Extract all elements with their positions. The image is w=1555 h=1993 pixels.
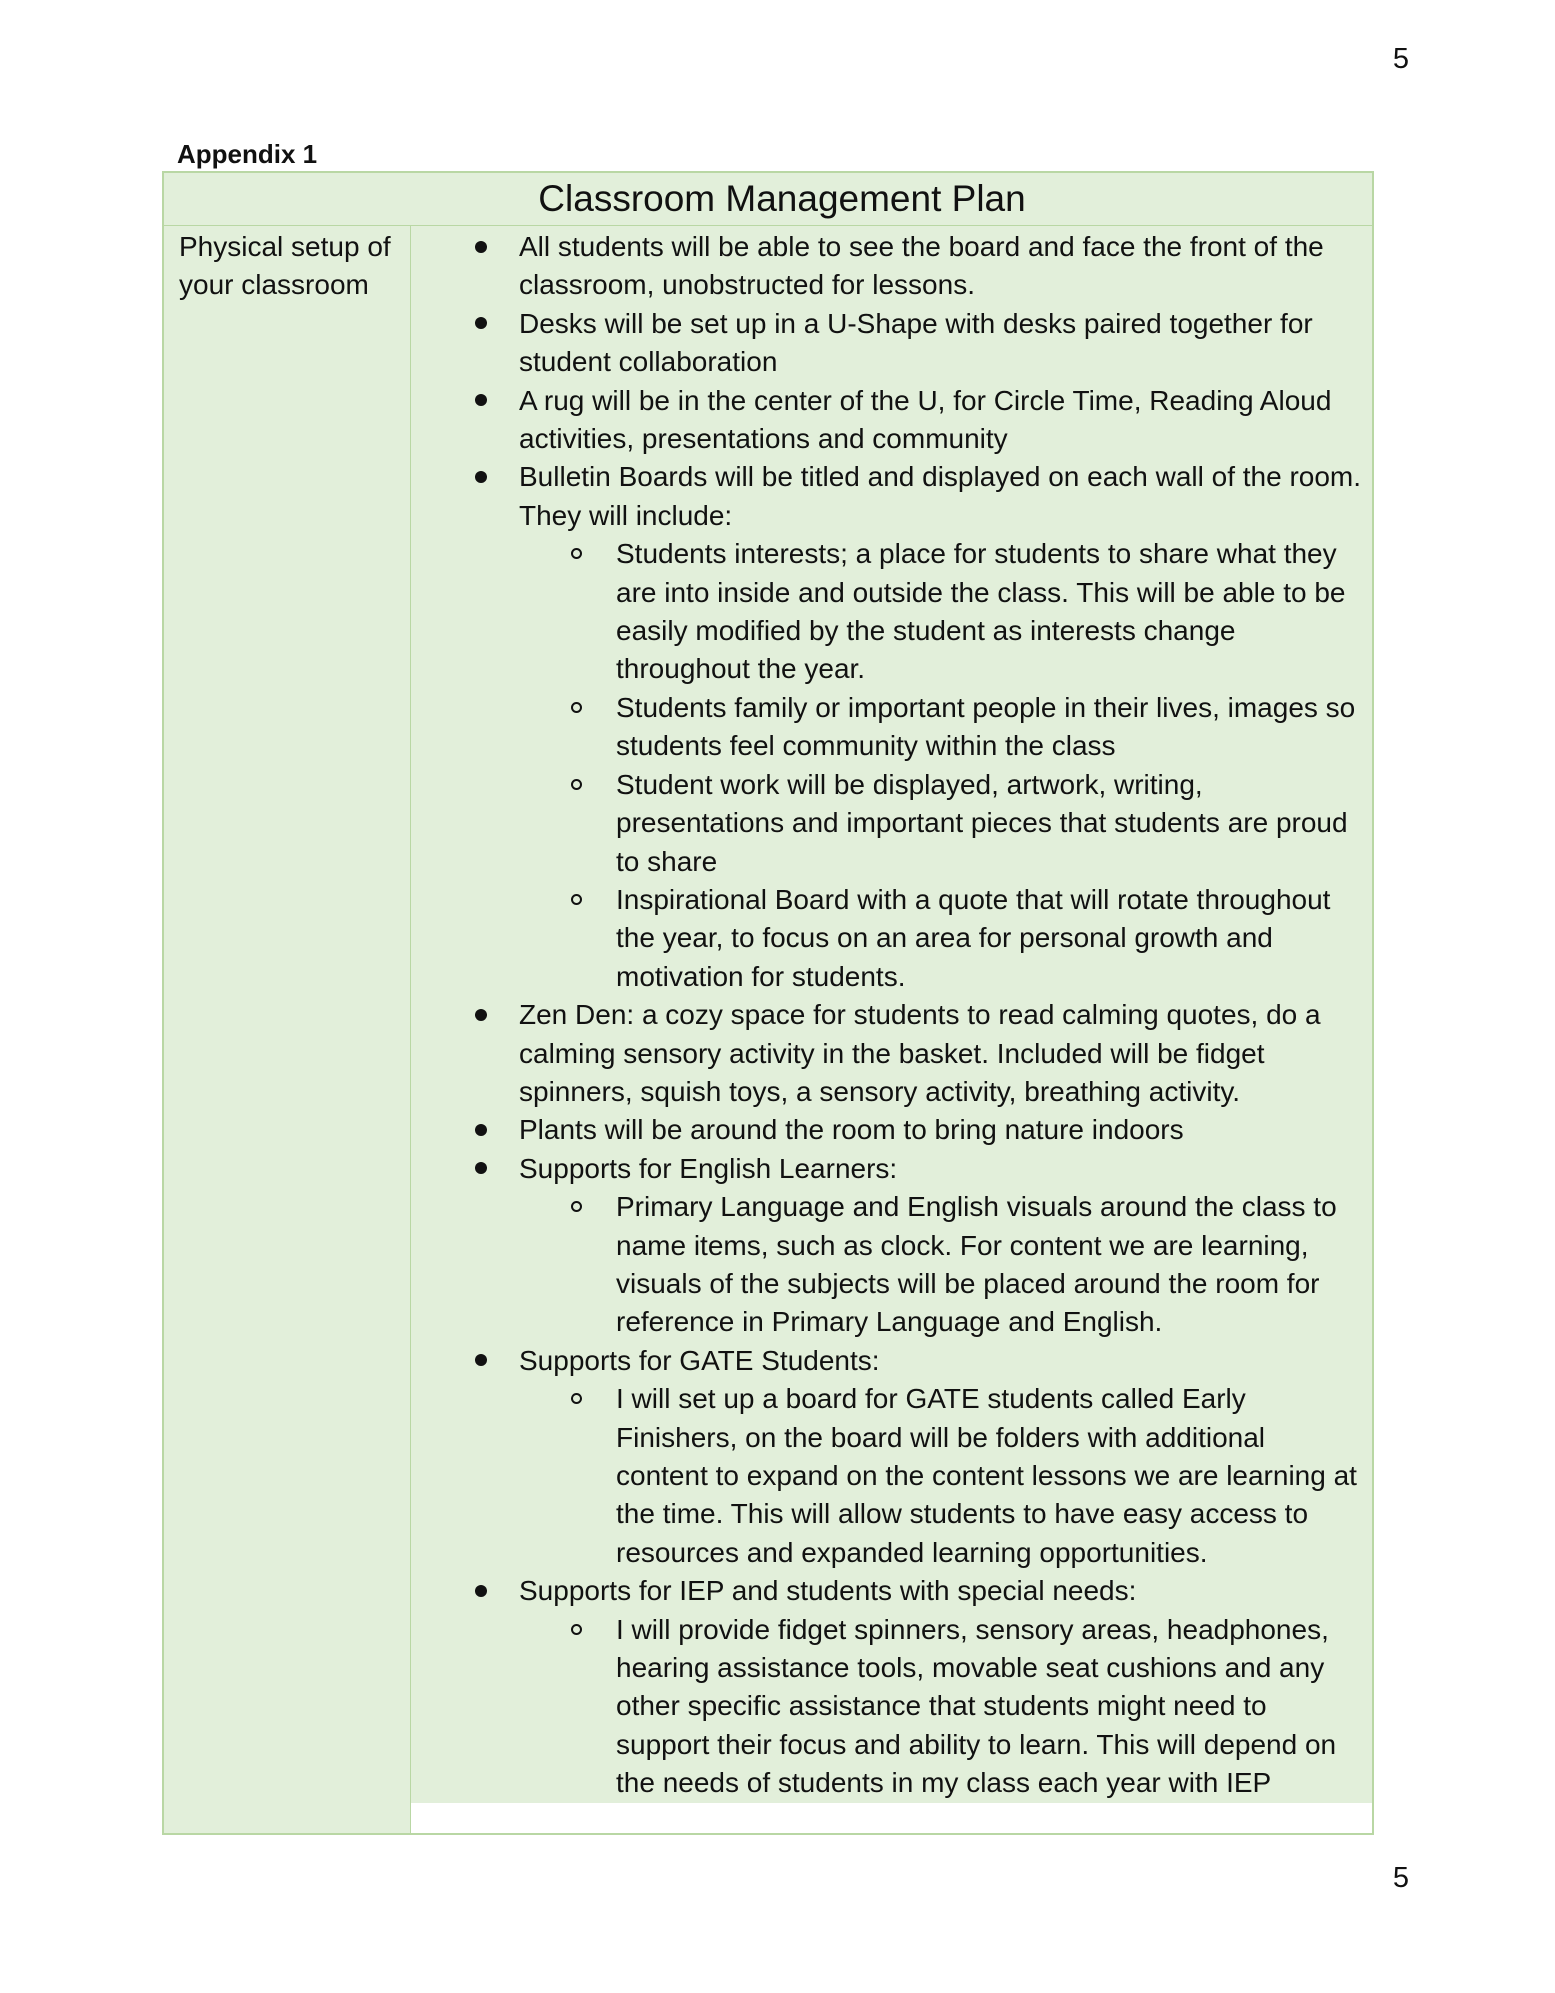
hollow-bullet-icon	[566, 1188, 586, 1226]
hollow-bullet-icon	[566, 689, 586, 727]
list-item-text: Supports for IEP and students with special needs:	[519, 1575, 1137, 1607]
list-item-text: Bulletin Boards will be titled and displayed on each wall of the room. They will include:	[519, 461, 1362, 531]
page-number-top: 5	[1392, 43, 1409, 75]
list-item-text: All students will be able to see the board and face the front of the classroom, unobstructed for lessons.	[519, 231, 1324, 301]
list-item-text: Plants will be around the room to bring nature indoors	[519, 1114, 1184, 1146]
row-content	[411, 226, 1372, 1833]
list-item-text: Supports for GATE Students:	[519, 1344, 880, 1376]
list-item	[411, 458, 1372, 996]
list-item-text: A rug will be in the center of the U, for Circle Time, Reading Aloud activities, presentations and community	[519, 384, 1332, 455]
sub-list-item-text: I will set up a board for GATE students called Early Finishers, on the board will be folders with additional content to expand on the content lessons we are learning at the time. This will allow students to have easy access to resources and expanded learning opportunities.	[616, 1383, 1357, 1568]
bullet-icon	[471, 1150, 491, 1188]
list-item-text: Supports for English Learners:	[519, 1152, 898, 1184]
list-item	[411, 1572, 1372, 1802]
sub-list-item	[411, 689, 1364, 766]
bullet-icon	[471, 1111, 491, 1149]
sub-list-item	[411, 535, 1364, 689]
sub-list-item-text: Primary Language and English visuals around the class to name items, such as clock. For content we are learning, visuals of the subjects will be placed around the room for reference in Primary Language and English.	[616, 1191, 1337, 1338]
table-title: Classroom Management Plan	[164, 173, 1372, 226]
sub-list	[519, 1188, 1364, 1342]
bullet-icon	[471, 458, 491, 496]
sub-list-item	[411, 1188, 1364, 1342]
list-item-text: Desks will be set up in a U-Shape with desks paired together for student collaboration	[519, 307, 1313, 378]
appendix-heading: Appendix 1	[177, 139, 318, 169]
list-item	[411, 1111, 1372, 1149]
hollow-bullet-icon	[566, 1380, 586, 1418]
list-item	[411, 382, 1372, 459]
cell-bottom-strip	[411, 1803, 1372, 1833]
hollow-bullet-icon	[566, 1611, 586, 1649]
bullet-list	[411, 228, 1372, 1803]
hollow-bullet-icon	[566, 766, 586, 804]
sub-list-item	[411, 1611, 1364, 1803]
sub-list-item-text: Students family or important people in their lives, images so students feel community within the class	[616, 691, 1356, 762]
sub-list-item	[411, 1380, 1364, 1572]
page-number-bottom: 5	[1392, 1862, 1409, 1894]
list-item	[411, 305, 1372, 382]
sub-list-item-text: Inspirational Board with a quote that will rotate throughout the year, to focus on an area for personal growth and motivation for students.	[616, 883, 1331, 992]
list-item-text: Zen Den: a cozy space for students to read calming quotes, do a calming sensory activity in the basket. Included will be fidget spinners, squish toys, a sensory activity, breathing activity.	[519, 999, 1321, 1107]
bullet-icon	[471, 305, 491, 343]
sub-list-item	[411, 881, 1364, 996]
hollow-bullet-icon	[566, 535, 586, 573]
bullet-icon	[471, 1342, 491, 1380]
sub-list	[519, 1611, 1364, 1803]
sub-list-item	[411, 766, 1364, 881]
bullet-icon	[471, 996, 491, 1034]
bullet-icon	[471, 1572, 491, 1610]
management-plan-table	[162, 171, 1374, 1835]
table-row	[164, 226, 1372, 1833]
list-item	[411, 1342, 1372, 1572]
sub-list-item-text: I will provide fidget spinners, sensory areas, headphones, hearing assistance tools, movable seat cushions and any other specific assistance that students might need to support their focus and ability to learn. This will depend on the needs of students in my class each year with IEP	[616, 1613, 1337, 1799]
sub-list	[519, 535, 1364, 996]
list-item	[411, 1150, 1372, 1342]
hollow-bullet-icon	[566, 881, 586, 919]
list-item	[411, 228, 1372, 305]
bullet-icon	[471, 228, 491, 266]
list-item	[411, 996, 1372, 1111]
bullet-icon	[471, 382, 491, 420]
sub-list	[519, 1380, 1364, 1572]
sub-list-item-text: Student work will be displayed, artwork, writing, presentations and important pieces that students are proud to share	[616, 768, 1348, 877]
sub-list-item-text: Students interests; a place for students to share what they are into inside and outside the class. This will be able to be easily modified by the student as interests change throughout the year.	[616, 538, 1346, 685]
row-label: Physical setup of your classroom	[164, 226, 411, 1833]
